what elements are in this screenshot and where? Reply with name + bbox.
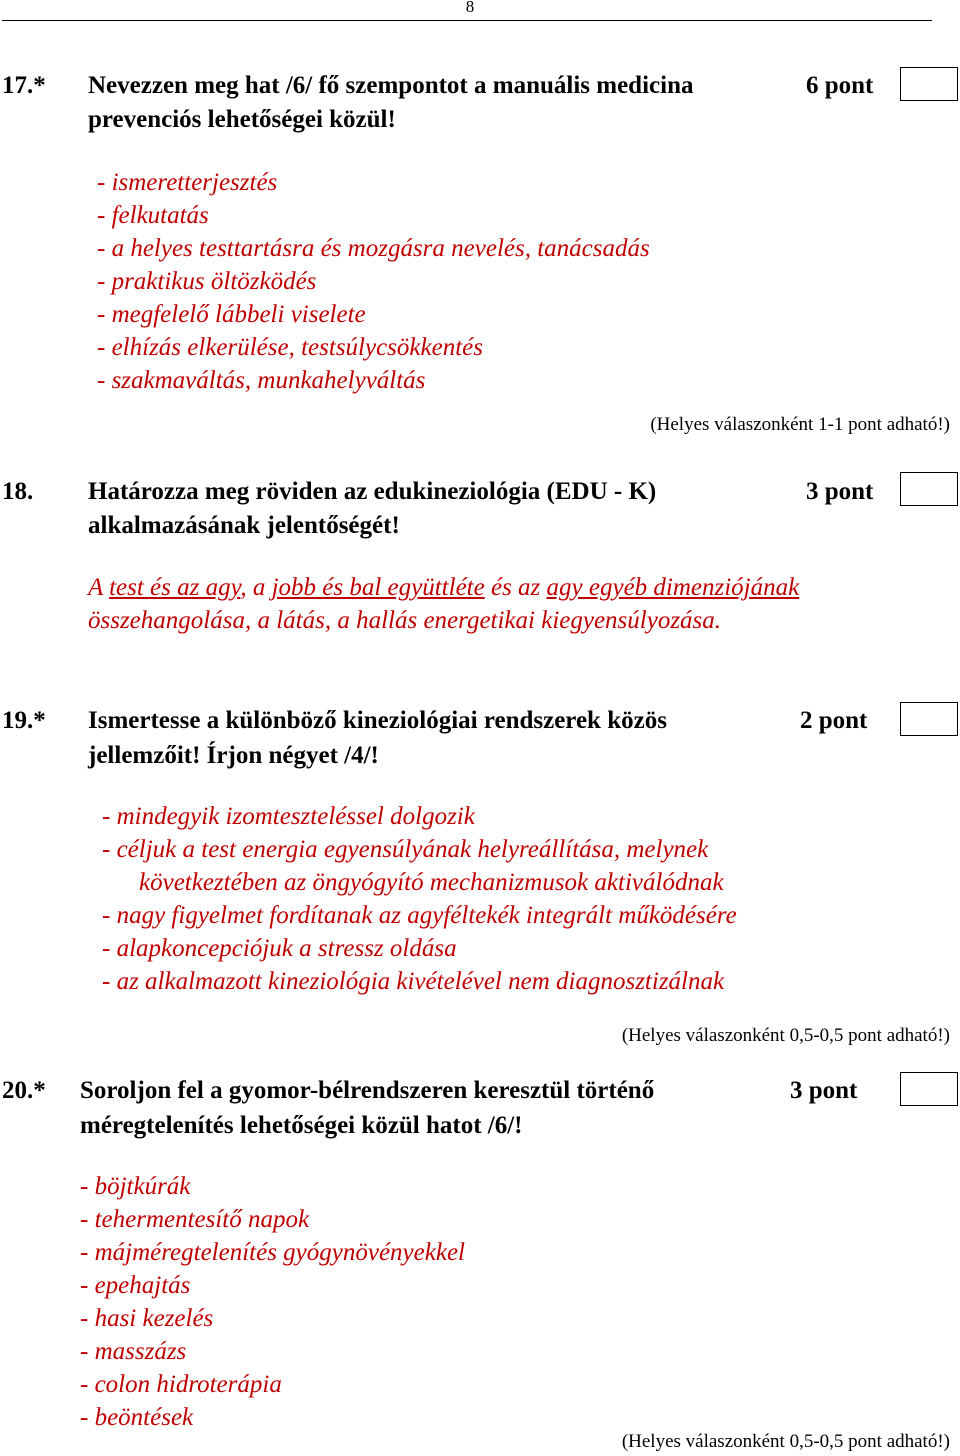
question-text-line-2: méregtelenítés lehetőségei közül hatot /6/! xyxy=(80,1112,523,1139)
scoring-note: (Helyes válaszonként 0,5-0,5 pont adható!) xyxy=(621,1431,950,1452)
answer-line: - böjtkúrák xyxy=(80,1173,191,1200)
score-box[interactable] xyxy=(900,1072,958,1106)
answer-line: - praktikus öltözködés xyxy=(97,268,317,295)
page-number: 8 xyxy=(465,0,475,16)
answer-line: - tehermentesítő napok xyxy=(80,1206,310,1233)
answer-line: - epehajtás xyxy=(80,1272,191,1299)
question-number: 19.* xyxy=(2,707,46,734)
points-label: 3 pont xyxy=(790,1077,858,1104)
question-text-line-2: alkalmazásának jelentőségét! xyxy=(88,512,400,539)
answer-line: következtében az öngyógyító mechanizmusok aktiválódnak xyxy=(139,869,724,896)
points-label: 3 pont xyxy=(806,478,874,505)
points-label: 2 pont xyxy=(800,707,868,734)
question-number: 17.* xyxy=(2,72,46,99)
answer-line: - colon hidroterápia xyxy=(80,1371,282,1398)
answer-line: - a helyes testtartásra és mozgásra nevelés, tanácsadás xyxy=(97,235,650,262)
score-box[interactable] xyxy=(900,702,958,736)
points-label: 6 pont xyxy=(806,72,874,99)
question-text-line-2: prevenciós lehetőségei közül! xyxy=(88,106,396,133)
question-number: 18. xyxy=(2,478,34,505)
answer-line: - mindegyik izomteszteléssel dolgozik xyxy=(102,803,475,830)
question-text-line-1: Határozza meg röviden az edukineziológia (EDU - K) xyxy=(88,478,657,505)
answer-line: összehangolása, a látás, a hallás energetikai kiegyensúlyozása. xyxy=(88,607,722,634)
answer-text: és az xyxy=(484,574,547,601)
question-text-line-1: Ismertesse a különböző kineziológiai rendszerek közös xyxy=(88,707,667,734)
answer-line: - ismeretterjesztés xyxy=(97,169,278,196)
answer-line: - alapkoncepciójuk a stressz oldása xyxy=(102,935,457,962)
scoring-note: (Helyes válaszonként 0,5-0,5 pont adható!) xyxy=(621,1025,950,1046)
answer-line xyxy=(88,571,799,604)
answer-line: - felkutatás xyxy=(97,202,209,229)
answer-underlined-text: jobb és bal együttléte xyxy=(271,574,485,601)
answer-line: - szakmaváltás, munkahelyváltás xyxy=(97,367,426,394)
answer-line: - az alkalmazott kineziológia kivételével nem diagnosztizálnak xyxy=(102,968,725,995)
header-rule xyxy=(2,20,932,21)
answer-underlined-text: test és az agy xyxy=(109,574,241,601)
answer-line: - masszázs xyxy=(80,1338,187,1365)
answer-underlined-text: agy egyéb dimenziójának xyxy=(546,574,800,601)
score-box[interactable] xyxy=(900,67,958,101)
answer-line: - beöntések xyxy=(80,1404,194,1431)
answer-line: - megfelelő lábbeli viselete xyxy=(97,301,366,328)
question-number: 20.* xyxy=(2,1077,46,1104)
question-text-line-1: Soroljon fel a gyomor-bélrendszeren keresztül történő xyxy=(80,1077,655,1104)
scoring-note: (Helyes válaszonként 1-1 pont adható!) xyxy=(650,414,950,435)
score-box[interactable] xyxy=(900,472,958,506)
answer-line: - elhízás elkerülése, testsúlycsökkentés xyxy=(97,334,483,361)
answer-line: - májméregtelenítés gyógynövényekkel xyxy=(80,1239,465,1266)
question-text-line-1: Nevezzen meg hat /6/ fő szempontot a manuális medicina xyxy=(88,72,694,99)
answer-line: - hasi kezelés xyxy=(80,1305,214,1332)
answer-text: A xyxy=(88,574,110,601)
answer-line: - céljuk a test energia egyensúlyának helyreállítása, melynek xyxy=(102,836,709,863)
answer-line: - nagy figyelmet fordítanak az agyféltekék integrált működésére xyxy=(102,902,737,929)
answer-text: , a xyxy=(240,574,272,601)
question-text-line-2: jellemzőit! Írjon négyet /4/! xyxy=(88,742,379,769)
